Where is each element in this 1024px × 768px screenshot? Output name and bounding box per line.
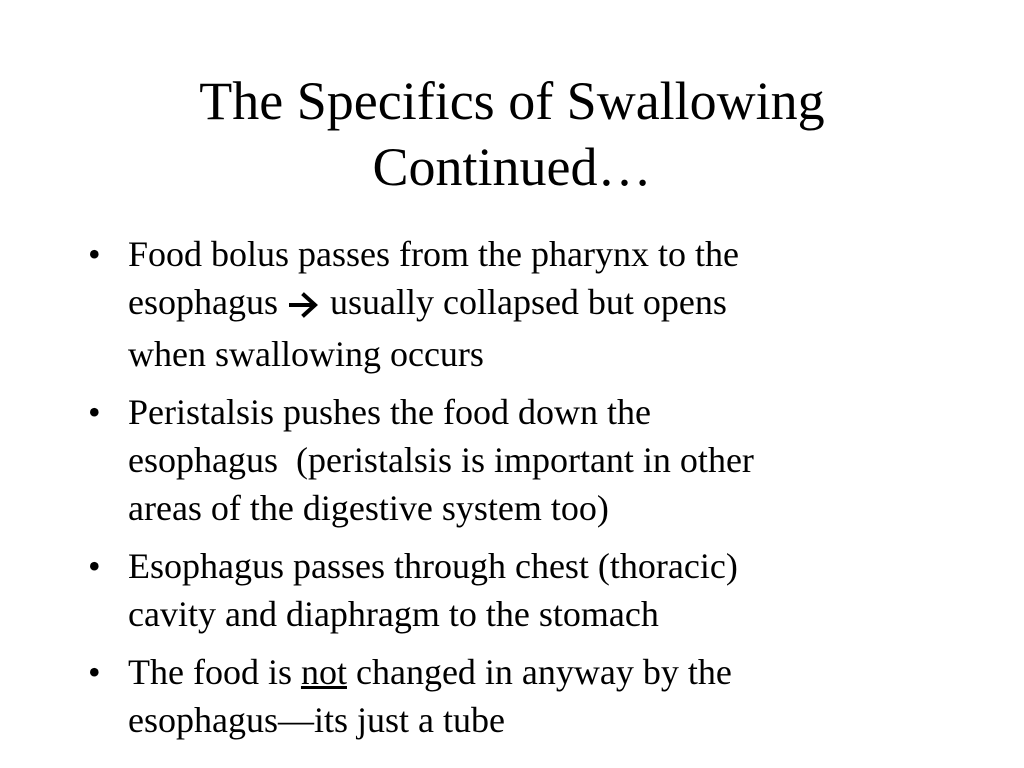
right-arrow-icon [289,282,319,330]
bullet-text-line: areas of the digestive system too) [128,487,609,528]
bullet-text-segment: changed in anyway by the [346,651,732,692]
bullet-text-line [128,278,968,330]
bullet-text-segment: usually collapsed but opens [320,282,727,322]
slide-title [0,68,1024,200]
bullet-marker: • [88,391,101,432]
bullet-text-line: Peristalsis pushes the food down the [128,391,651,432]
bullet-text-segment: The food is [128,651,301,692]
bullet-text-line [128,648,968,696]
bullet-marker: • [88,545,101,586]
bullet-text-line: Food bolus passes from the pharynx to the [128,234,739,274]
bullet-text-line: cavity and diaphragm to the stomach [128,593,659,634]
emphasis-text: not [300,651,347,692]
bullet-item [88,542,968,638]
title-line-1: The Specifics of Swallowing [199,71,825,131]
bullet-item [88,648,968,744]
bullet-text-line: when swallowing occurs [128,333,484,374]
bullet-text-line: Esophagus passes through chest (thoracic) [128,545,738,586]
bullet-text-segment: esophagus [128,282,287,322]
bullet-text-line: esophagus—its just a tube [128,699,505,740]
bullet-item [88,388,968,532]
bullet-item [88,230,968,378]
bullet-text-line: esophagus (peristalsis is important in other [128,439,754,480]
title-line-2: Continued… [372,137,652,197]
bullet-list [88,230,968,754]
bullet-marker: • [88,234,101,274]
bullet-marker: • [88,651,101,692]
